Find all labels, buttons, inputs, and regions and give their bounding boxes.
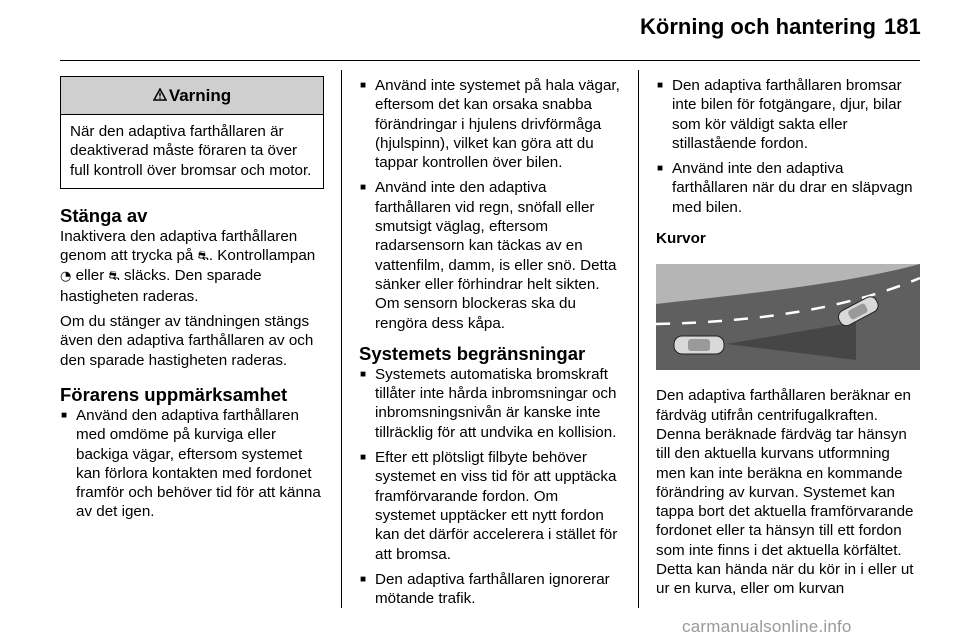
kurvor-body: Den adaptiva farthållaren beräknar en färdväg utifrån centrifugalkraften. Denna beräknade färdväg tar hänsyn till den aktuella kurvans utformning men kan inte beräkna en kommande förändring av kurvan. Systemet kan tappa bort det aktuella framförvarande fordonet eller ta hänsyn till ett fordon som inte finns i det aktuella körfältet. Detta kan hända när du kör in i eller ut ur en kurva, eller om kurvan xyxy=(656,387,914,598)
stanga-av-paragraph-2: Om du stänger av tändningen stängs även den adaptiva farthållaren av och den sparade hastigheten raderas. xyxy=(60,313,314,369)
page-number: 181 xyxy=(884,14,921,39)
cruise-control-lamp-icon: ◔ xyxy=(60,269,72,285)
list-item: ■ Använd den adaptiva farthållaren med omdöme på kurviga eller backiga vägar, eftersom systemet kan förlora kontakten med fordonet framför och behöver tid för att känna av det igen. xyxy=(60,406,324,522)
adaptive-cruise-icon: ⛐ xyxy=(197,249,209,265)
section-heading-stanga-av: Stänga av xyxy=(60,204,148,226)
curve-illustration xyxy=(656,264,920,370)
list-item: ■ Använd inte den adaptiva farthållaren när du drar en släpvagn med bilen. xyxy=(656,159,920,217)
column-divider-1 xyxy=(341,70,342,608)
warning-header xyxy=(61,77,323,115)
column-divider-2 xyxy=(638,70,639,608)
column-1 xyxy=(60,76,324,528)
section-heading-forarens: Förarens uppmärksamhet xyxy=(60,383,288,405)
forarens-list xyxy=(60,406,324,522)
col3-list xyxy=(656,76,920,217)
warning-text: När den adaptiva farthållaren är deaktiverad måste föraren ta över full kontroll över bromsar och motor. xyxy=(70,123,312,179)
section-heading-begransningar: Systemets begränsningar xyxy=(359,342,586,364)
begransningar-list xyxy=(359,365,623,609)
list-item: ■ Använd inte systemet på hala vägar, eftersom det kan orsaka snabba förändringar i hjulens drivförmåga (hjulspinn), vilket kan göra att du tappar kontrollen över bilen. xyxy=(359,76,623,172)
header-rule xyxy=(60,60,920,61)
watermark: carmanualsonline.info xyxy=(682,617,852,636)
header-title: Körning och hantering xyxy=(640,14,876,39)
list-item: ■ Använd inte den adaptiva farthållaren vid regn, snöfall eller smutsigt väglag, eftersom radarsensorn kan täckas av en vattenfilm, damm, is eller snö. Detta sänker eller förhindrar helt sikten. Om sensorn blockeras ska du rengöra dess kåpa. xyxy=(359,178,623,332)
list-item: ■ Den adaptiva farthållaren bromsar inte bilen för fotgängare, djur, bilar som kör väldigt sakta eller stillastående fordon. xyxy=(656,76,920,153)
subheading-kurvor: Kurvor xyxy=(656,230,706,248)
column-2 xyxy=(359,76,623,614)
text-run: eller xyxy=(75,267,105,285)
text-run: Inaktivera den adaptiva farthållaren genom att trycka på xyxy=(60,227,298,265)
column-3 xyxy=(656,76,920,605)
warning-box xyxy=(60,76,324,189)
list-item: ■ Systemets automatiska bromskraft tillåter inte hårda inbromsningar och inbromsningsnivån är kanske inte tillräcklig för att undvika en kollision. xyxy=(359,365,623,442)
list-item: ■ Den adaptiva farthållaren ignorerar mötande trafik. xyxy=(359,570,623,609)
stanga-av-paragraph-1 xyxy=(60,227,324,306)
text-run: släcks. Den sparade hastigheten raderas. xyxy=(60,267,262,305)
warning-triangle-icon xyxy=(153,78,167,115)
adaptive-cruise-icon: ⛐ xyxy=(108,269,120,285)
warning-title: Varning xyxy=(168,86,232,105)
list-item: ■ Efter ett plötsligt filbyte behöver systemet en viss tid för att upptäcka framförvarande fordon. Om systemet upptäcker ett nytt fordon kan det därför accelerera i stället för att bromsa. xyxy=(359,448,623,564)
text-run: . Kontrollampan xyxy=(208,247,316,265)
col2-top-list xyxy=(359,76,623,333)
